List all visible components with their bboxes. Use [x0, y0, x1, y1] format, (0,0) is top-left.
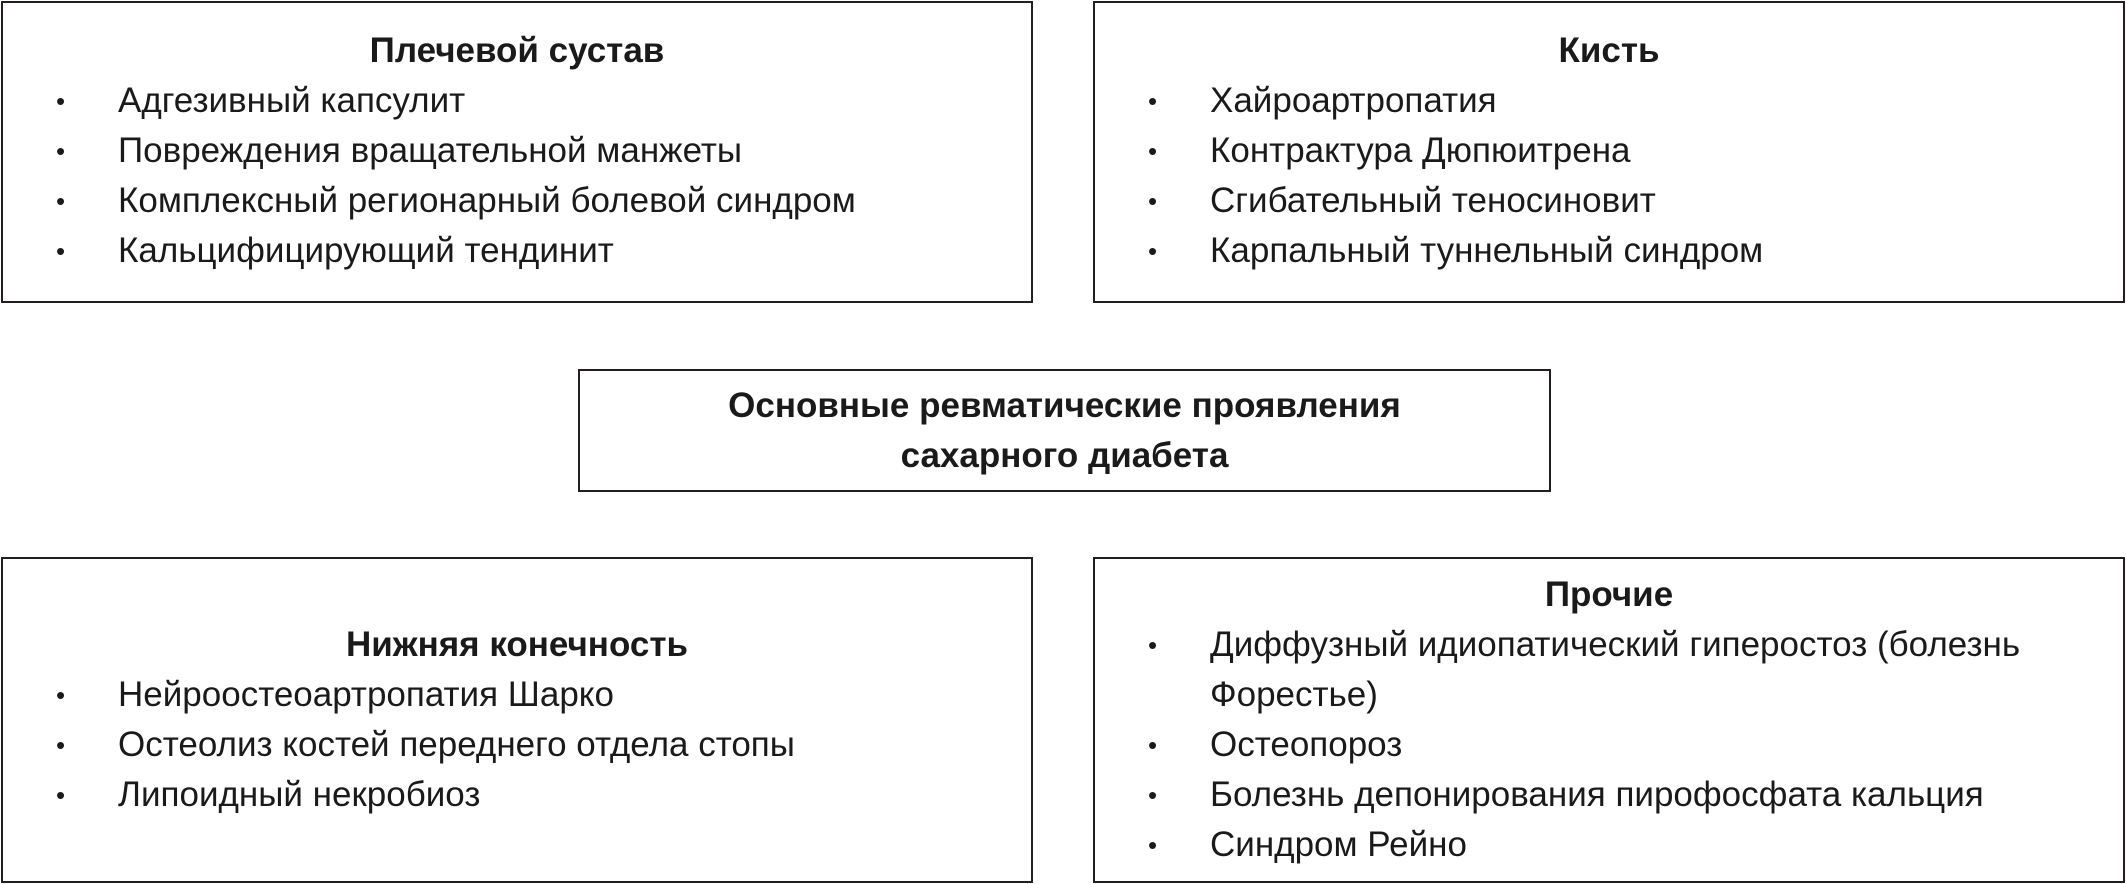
- other-box: [1093, 557, 2125, 883]
- shoulder-joint-list: [3, 76, 1031, 276]
- list-item: [1095, 176, 2123, 226]
- list-item: [1095, 226, 2123, 276]
- lower-limb-list: [3, 670, 1031, 820]
- lower-limb-box: [1, 557, 1033, 883]
- bullet-icon: •: [1148, 630, 1158, 660]
- list-item: [1095, 720, 2123, 770]
- list-item-text: Комплексный регионарный болевой синдром: [118, 181, 856, 220]
- list-item: [1095, 620, 2123, 720]
- list-item: [1095, 76, 2123, 126]
- bullet-icon: •: [1148, 780, 1158, 810]
- bullet-icon: •: [1148, 86, 1158, 116]
- list-item: [3, 176, 1031, 226]
- list-item-text: Повреждения вращательной манжеты: [118, 131, 743, 170]
- hand-box: [1093, 1, 2125, 303]
- bullet-icon: •: [56, 680, 66, 710]
- list-item-text: Контрактура Дюпюитрена: [1210, 131, 1631, 170]
- list-item: [3, 670, 1031, 720]
- list-item-text: Кальцифицирующий тендинит: [118, 231, 614, 270]
- shoulder-joint-title: Плечевой сустав: [369, 31, 665, 70]
- bullet-icon: •: [1148, 730, 1158, 760]
- list-item-text: Хайроартропатия: [1210, 81, 1497, 120]
- list-item: [1095, 820, 2123, 870]
- central-topic-line-2: сахарного диабета: [900, 436, 1229, 475]
- hand-title: Кисть: [1558, 31, 1660, 70]
- bullet-icon: •: [56, 730, 66, 760]
- central-topic-line-1: Основные ревматические проявления: [728, 386, 1401, 425]
- bullet-icon: •: [56, 780, 66, 810]
- bullet-icon: •: [56, 136, 66, 166]
- hand-list: [1095, 76, 2123, 276]
- central-topic-title: [580, 371, 1549, 481]
- list-item: [3, 126, 1031, 176]
- list-item: [3, 226, 1031, 276]
- other-list: [1095, 620, 2123, 870]
- list-item: [3, 770, 1031, 820]
- bullet-icon: •: [56, 86, 66, 116]
- list-item-text: Остеолиз костей переднего отдела стопы: [118, 725, 795, 764]
- bullet-icon: •: [56, 236, 66, 266]
- list-item-text: Остеопороз: [1210, 725, 1403, 764]
- list-item-text: Болезнь депонирования пирофосфата кальция: [1210, 775, 1984, 814]
- bullet-icon: •: [1148, 236, 1158, 266]
- bullet-icon: •: [56, 186, 66, 216]
- list-item: [1095, 126, 2123, 176]
- list-item-text: Диффузный идиопатический гиперостоз (болезнь Форестье): [1210, 625, 2021, 714]
- list-item-text: Карпальный туннельный синдром: [1210, 231, 1764, 270]
- list-item: [3, 720, 1031, 770]
- central-topic-box: [578, 369, 1551, 492]
- shoulder-joint-box: [1, 1, 1033, 303]
- bullet-icon: •: [1148, 136, 1158, 166]
- list-item-text: Синдром Рейно: [1210, 825, 1467, 864]
- other-title: Прочие: [1544, 575, 1674, 614]
- list-item-text: Сгибательный теносиновит: [1210, 181, 1656, 220]
- bullet-icon: •: [1148, 830, 1158, 860]
- list-item: [3, 76, 1031, 126]
- list-item-text: Адгезивный капсулит: [118, 81, 466, 120]
- lower-limb-title: Нижняя конечность: [346, 625, 688, 664]
- list-item-text: Липоидный некробиоз: [118, 775, 481, 814]
- list-item-text: Нейроостеоартропатия Шарко: [118, 675, 614, 714]
- bullet-icon: •: [1148, 186, 1158, 216]
- list-item: [1095, 770, 2123, 820]
